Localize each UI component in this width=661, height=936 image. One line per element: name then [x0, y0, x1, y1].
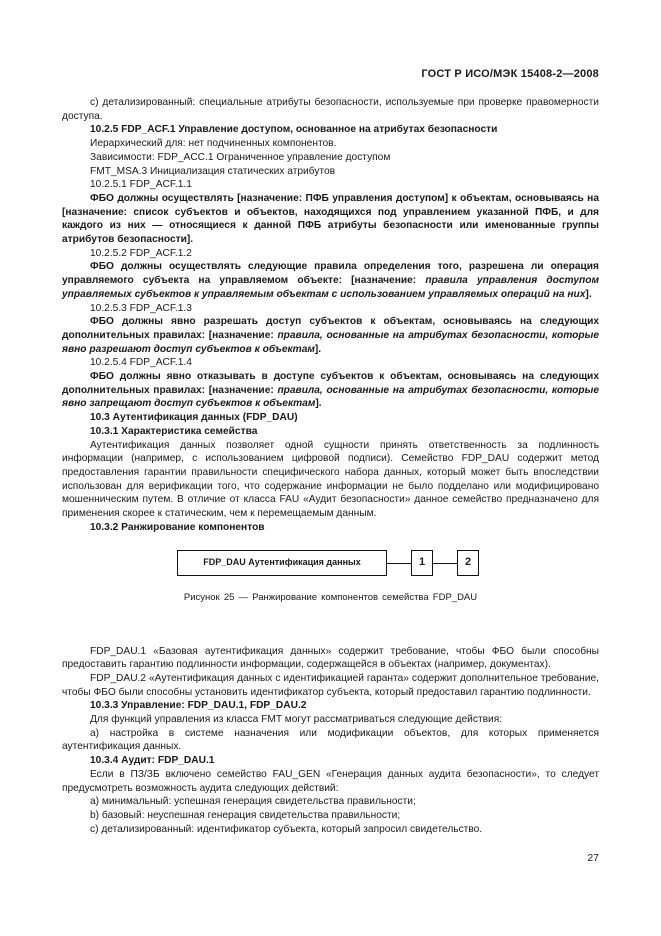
subsection-heading: 10.3.3 Управление: FDP_DAU.1, FDP_DAU.2	[90, 700, 307, 712]
page-number: 27	[587, 852, 599, 864]
connector-line	[433, 563, 457, 565]
list-item: b) базовый: неуспешная генерация свидетельства правильности;	[90, 809, 401, 821]
requirement-text	[62, 260, 599, 301]
list-item: с) детализированный: идентификатор субъекта, который запросил свидетельство.	[90, 823, 483, 835]
requirement-assignment: правила управления доступом управляемых субъектов к управляемым объектам с использованием управляемых операций на них	[62, 275, 600, 300]
paragraph: Если в ПЗ/ЗБ включено семейство FAU_GEN «Генерация данных аудита безопасности», то следует предусмотреть возможность аудита следующих действий:	[62, 768, 599, 794]
list-item: а) минимальный: успешная генерация свидетельства правильности;	[90, 796, 416, 808]
list-item: а) настройка в системе назначения или модификации объектов, для которых применяется аутентификация данных.	[62, 727, 599, 753]
requirement-fixed: ФБО должны явно отказывать в доступе субъектов к объектам, основываясь на следующих дополнительных правилах: [назначение:	[62, 371, 599, 396]
requirement-text	[62, 315, 599, 356]
component-box-2: 2	[457, 550, 479, 576]
connector-line	[387, 563, 411, 565]
paragraph: FMT_MSA.3 Инициализация статических атрибутов	[90, 165, 336, 177]
paragraph: Зависимости: FDP_ACC.1 Ограниченное управление доступом	[90, 151, 391, 163]
requirement-assignment: правила, основанные на атрибутах безопасности, которые явно запрещают доступ субъектов к объектам	[62, 384, 599, 410]
component-box-1: 1	[411, 550, 433, 576]
requirement-text: ФБО должны осуществлять [назначение: ПФБ управления доступом] к объектам, основываясь на [назначение: список субъектов и объектов, находящихся под управлением указанной ПФБ, и для каждого из них — относящиеся к данной ПФБ атрибуты безопасности или именованные группы атрибутов безопасности].	[62, 192, 599, 246]
subsection-heading: 10.3.1 Характеристика семейства	[90, 425, 258, 437]
paragraph: FDP_DAU.1 «Базовая аутентификация данных» содержит требование, чтобы ФБО были способны предоставить гарантию подлинности информации, содержащейся в объектах (например, документах).	[62, 645, 599, 671]
element-number: 10.2.5.3 FDP_ACF.1.3	[90, 302, 192, 314]
element-number: 10.2.5.4 FDP_ACF.1.4	[90, 357, 192, 369]
paragraph: Иерархический для: нет подчиненных компонентов.	[90, 138, 337, 150]
component-levelling-figure	[62, 545, 599, 629]
requirement-end: ].	[585, 288, 592, 300]
family-box: FDP_DAU Аутентификация данных	[177, 550, 387, 576]
paragraph: FDP_DAU.2 «Аутентификация данных с идентификацией гаранта» содержит дополнительное требование, чтобы ФБО были способны установить идентификатор субъекта, который предоставил гарантию подлинности.	[62, 672, 599, 698]
section-heading: 10.3 Аутентификация данных (FDP_DAU)	[90, 412, 298, 424]
subsection-heading: 10.3.2 Ранжирование компонентов	[90, 521, 265, 533]
section-heading: 10.2.5 FDP_ACF.1 Управление доступом, основанное на атрибутах безопасности	[90, 124, 498, 136]
requirement-fixed: ФБО должны явно разрешать доступ субъектов к объектам, основываясь на следующих дополнительных правилах: [назначение:	[62, 316, 599, 341]
figure-caption: Рисунок 25 — Ранжирование компонентов семейства FDP_DAU	[183, 591, 478, 603]
requirement-end: ].	[314, 343, 322, 355]
paragraph: Аутентификация данных позволяет одной сущности принять ответственность за подлинность информации (например, с использованием цифровой подписи). Семейство FDP_DAU содержит метод предоставления гарантии правильности специфического набора данных, который может быть впоследствии использован для верификации того, что содержание информации не было подделано или модифицировано мошенническим путем. В отличие от класса FAU «Аудит безопасности» данное семейство предназначено для применения скорее к статическим, чем к перемещаемым данным.	[62, 439, 599, 520]
subsection-heading: 10.3.4 Аудит: FDP_DAU.1	[90, 755, 215, 767]
requirement-end: ].	[315, 398, 322, 410]
element-number: 10.2.5.1 FDP_ACF.1.1	[90, 179, 192, 191]
requirement-fixed: ФБО должны осуществлять следующие правила определения того, разрешена ли операция управляемого субъекта на управляемом объекте: [назначение:	[62, 261, 599, 287]
document-header: ГОСТ Р ИСО/МЭК 15408-2—2008	[421, 68, 599, 80]
requirement-text	[62, 370, 599, 411]
page-content	[62, 96, 599, 836]
element-number: 10.2.5.2 FDP_ACF.1.2	[90, 247, 192, 259]
requirement-assignment: правила, основанные на атрибутах безопасности, которые явно разрешают доступ субъектов к объектам	[62, 329, 599, 355]
paragraph: Для функций управления из класса FMT могут рассматриваться следующие действия:	[90, 714, 503, 726]
paragraph: c) детализированный: специальные атрибуты безопасности, используемые при проверке правомерности доступа.	[62, 97, 599, 122]
